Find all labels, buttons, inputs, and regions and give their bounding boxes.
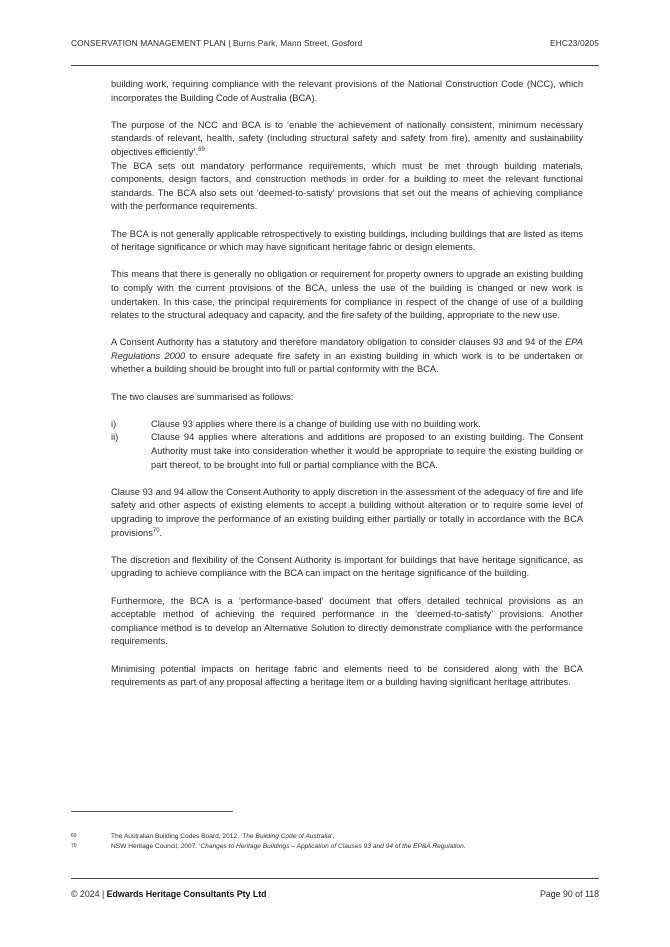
paragraph-3: The BCA sets out mandatory performance requirements, which must be met through building materials, components, design factors, and construction methods in order for a building to meet the relevant functional standards. The BCA also sets out ‘deemed-to-satisfy’ provisions that set out the means of achieving compliance with the performance requirements. [111, 160, 583, 212]
footer-company-name: Edwards Heritage Consultants Pty Ltd [106, 889, 267, 899]
list-item-text: Clause 94 applies where alterations and additions are proposed to an existing building. The Consent Authority must take into consideration whether it would be appropriate to require the existing building or part thereof, to be brought into full or partial compliance with the BCA. [151, 432, 583, 470]
regulation-title: EPA Regulations 2000 [111, 337, 583, 361]
list-item [111, 418, 583, 432]
paragraph-9: The discretion and flexibility of the Consent Authority is important for buildings that have heritage significance, as upgrading to achieve compliance with the BCA can impact on the heritage significance of the building. [111, 554, 583, 579]
page-header [71, 38, 599, 54]
paragraph-4: The BCA is not generally applicable retrospectively to existing buildings, including buildings that are listed as items of heritage significance or which may have significant heritage fabric or design elements. [111, 228, 583, 253]
header-reference-number: EHC23/0205 [550, 38, 599, 48]
paragraph-5: This means that there is generally no obligation or requirement for property owners to upgrade an existing building to comply with the current provisions of the BCA, unless the use of the building is changed or new work is undertaken. In this case, the principal requirements for compliance in respect of the change of use of a building relates to the structural adequacy and capacity, and the fire safety of the building, appropriate to the new use. [111, 269, 583, 321]
list-item [111, 431, 583, 472]
footer-copyright: © 2024 | Edwards Heritage Consultants Pty Ltd [71, 889, 267, 899]
paragraph-7: The two clauses are summarised as follows: [111, 391, 294, 402]
footnote-number: 69 [71, 833, 77, 839]
footnote-text: NSW Heritage Council, 2007. ‘Changes to Heritage Buildings – Application of Clauses 93 and 94 of the EP&A Regulation. [111, 842, 466, 850]
list-item-number: i) [111, 418, 117, 429]
footnote-separator [71, 811, 233, 812]
list-item-text: Clause 93 applies where there is a change of building use with no building work. [151, 418, 481, 429]
footnotes [71, 832, 599, 851]
page-body [111, 78, 583, 703]
paragraph-11: Minimising potential impacts on heritage fabric and elements need to be considered along with the BCA requirements as part of any proposal affecting a heritage item or a building having significant heritage attributes. [111, 663, 583, 688]
paragraph-2: The purpose of the NCC and BCA is to ‘enable the achievement of nationally consistent, minimum necessary standards of relevant, health, safety (including structural safety and safety from fire), amenity and sustainability objectives efficiently’.$^{69}$ [111, 119, 583, 157]
footnote [71, 832, 599, 842]
footnote-text: The Australian Building Codes Board, 2012. ‘The Building Code of Australia’. [111, 833, 335, 840]
header-rule [71, 65, 599, 66]
header-document-title: CONSERVATION MANAGEMENT PLAN | Burns Park, Mann Street, Gosford [71, 38, 363, 48]
paragraph-10: Furthermore, the BCA is a ‘performance-based’ document that offers detailed technical provisions as an acceptable method of achieving the required performance in the ‘deemed-to-satisfy’ provisions. Another compliance method is to develop an Alternative Solution to directly demonstrate compliance with the performance requirements. [111, 595, 583, 647]
footer-rule [71, 878, 599, 879]
paragraph-8: Clause 93 and 94 allow the Consent Authority to apply discretion in the assessment of the adequacy of fire and life safety and other aspects of existing elements to accept a building without alteration or to require some level of upgrading to improve the performance of an existing building either partially or totally in accordance with the BCA provisions$^{70}$. [111, 486, 583, 538]
clause-list [111, 418, 583, 472]
footnote-number: 70 [71, 842, 77, 849]
page-number: Page 90 of 118 [539, 889, 599, 899]
paragraph-1: building work, requiring compliance with the relevant provisions of the National Construction Code (NCC), which incorporates the Building Code of Australia (BCA). [111, 79, 583, 103]
footnote-ref-70: 70 [152, 527, 160, 534]
footnote-ref-69: 69 [198, 146, 205, 153]
paragraph-6: A Consent Authority has a statutory and therefore mandatory obligation to consider clauses 93 and 94 of the EPA Regulations 2000 to ensure adequate fire safety in an existing building in which work is to be undertaken or whether a building should be brought into full or partial conformity with the BCA. [111, 337, 583, 375]
list-item-number: ii) [111, 432, 119, 443]
footnote [71, 842, 599, 852]
